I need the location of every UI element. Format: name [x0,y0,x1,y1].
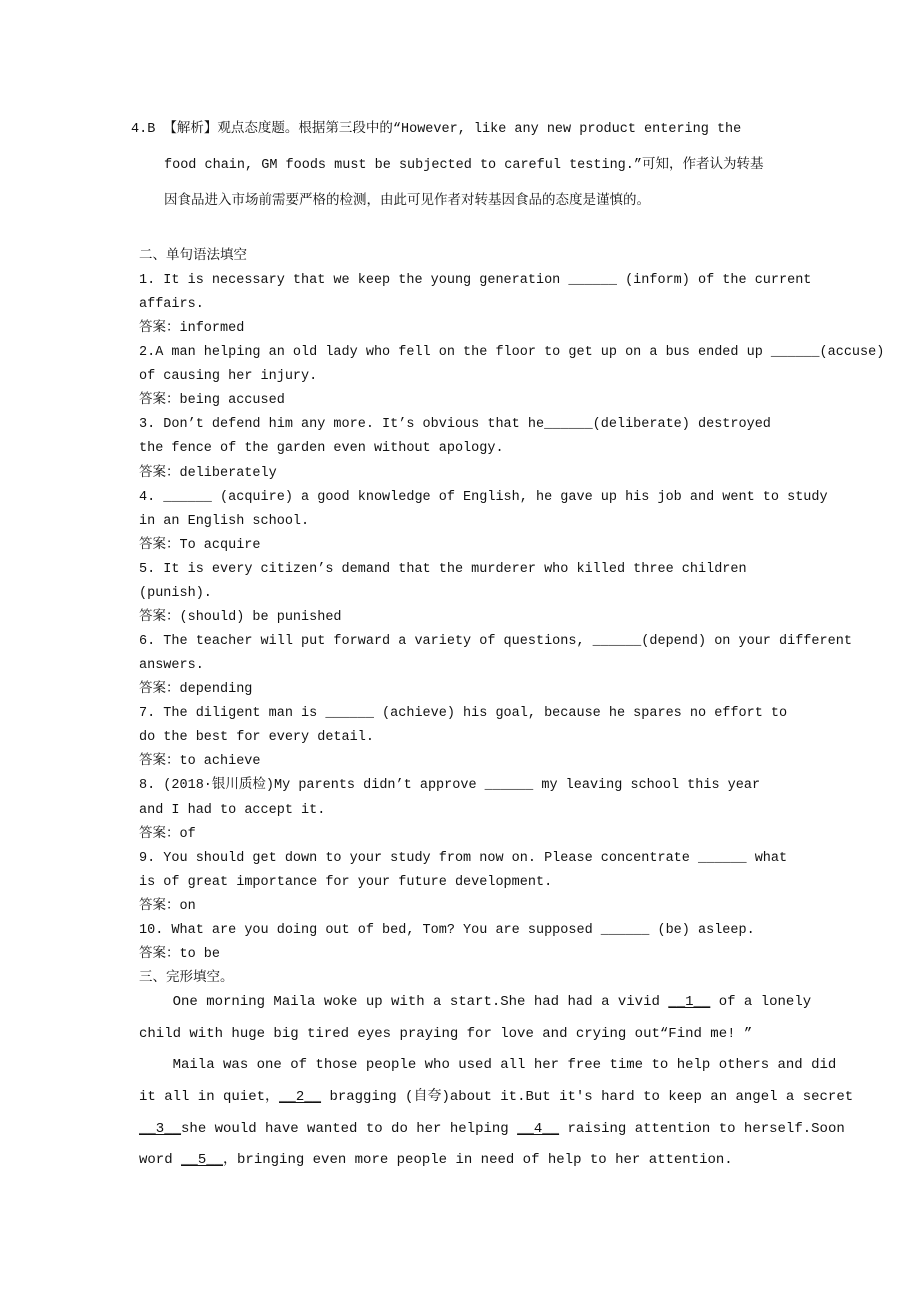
cloze-text: ，bringing even more people in need of help to her attention. [223,1152,733,1168]
question-line: (punish). [139,586,212,601]
question-line: 6. The teacher will put forward a variety of questions, ______(depend) on your different [139,634,852,649]
cloze-text: bragging (自夸)about it.But it's hard to keep an angel a secret [321,1089,854,1105]
question-line: 9. You should get down to your study from now on. Please concentrate ______ what [139,851,788,866]
cloze-line [139,1025,752,1043]
question-line: 8. (2018·银川质检)My parents didn’t approve ______ my leaving school this year [139,778,761,793]
analysis-line: food chain, GM foods must be subjected to careful testing.”可知，作者认为转基 [164,158,764,173]
question-line: of causing her injury. [139,369,318,384]
question-line: is of great importance for your future development. [139,875,553,890]
cloze-line [139,1151,733,1169]
answer-line: 答案：being accused [139,393,285,408]
cloze-text: of a lonely [710,994,812,1010]
cloze-text: One morning Maila woke up with a start.She had had a vivid [139,994,669,1010]
answer-line: 答案：on [139,899,196,914]
cloze-blank: __1__ [668,994,711,1010]
answer-line: 答案：deliberately [139,466,277,481]
cloze-line [139,1120,845,1138]
answer-line: 答案：to achieve [139,754,261,769]
section-heading: 三、完形填空。 [139,971,234,986]
answer-line: 答案：(should) be punished [139,610,342,625]
cloze-text: it all in quiet， [139,1089,280,1105]
question-line: 7. The diligent man is ______ (achieve) his goal, because he spares no effort to [139,706,788,721]
question-line: 2.A man helping an old lady who fell on the floor to get up on a bus ended up ______(accuse) [139,345,885,360]
cloze-text: child with huge big tired eyes praying for love and crying out“Find me! ” [139,1026,753,1042]
question-line: answers. [139,658,204,673]
analysis-line: 因食品进入市场前需要严格的检测，由此可见作者对转基因食品的态度是谨慎的。 [164,194,650,209]
cloze-blank: __3__ [139,1121,182,1137]
question-line: in an English school. [139,514,310,529]
question-line: 1. It is necessary that we keep the young generation ______ (inform) of the current [139,273,812,288]
question-line: 4. ______ (acquire) a good knowledge of English, he gave up his job and went to study [139,490,828,505]
question-line: 10. What are you doing out of bed, Tom? You are supposed ______ (be) asleep. [139,923,755,938]
cloze-blank: __2__ [279,1089,322,1105]
question-line: 3. Don’t defend him any more. It’s obvious that he______(deliberate) destroyed [139,417,771,432]
cloze-line [139,1056,836,1074]
answer-line: 答案：of [139,827,196,842]
cloze-line [139,993,811,1011]
cloze-text: raising attention to herself.Soon [559,1121,845,1137]
question-line: 5. It is every citizen’s demand that the murderer who killed three children [139,562,747,577]
cloze-text: word [139,1152,182,1168]
question-line: the fence of the garden even without apology. [139,441,504,456]
cloze-text: Maila was one of those people who used all her free time to help others and did [139,1057,837,1073]
section-heading: 二、单句语法填空 [139,249,247,264]
answer-line: 答案：To acquire [139,538,261,553]
cloze-blank: __5__ [181,1152,224,1168]
cloze-line [139,1088,853,1106]
question-line: and I had to accept it. [139,803,326,818]
answer-line: 答案：informed [139,321,245,336]
answer-line: 答案：to be [139,947,221,962]
answer-line: 答案：depending [139,682,253,697]
question-line: affairs. [139,297,204,312]
cloze-blank: __4__ [517,1121,560,1137]
question-line: do the best for every detail. [139,730,374,745]
analysis-line: 4.B 【解析】观点态度题。根据第三段中的“However, like any new product entering the [131,122,742,137]
cloze-text: she would have wanted to do her helping [181,1121,518,1137]
